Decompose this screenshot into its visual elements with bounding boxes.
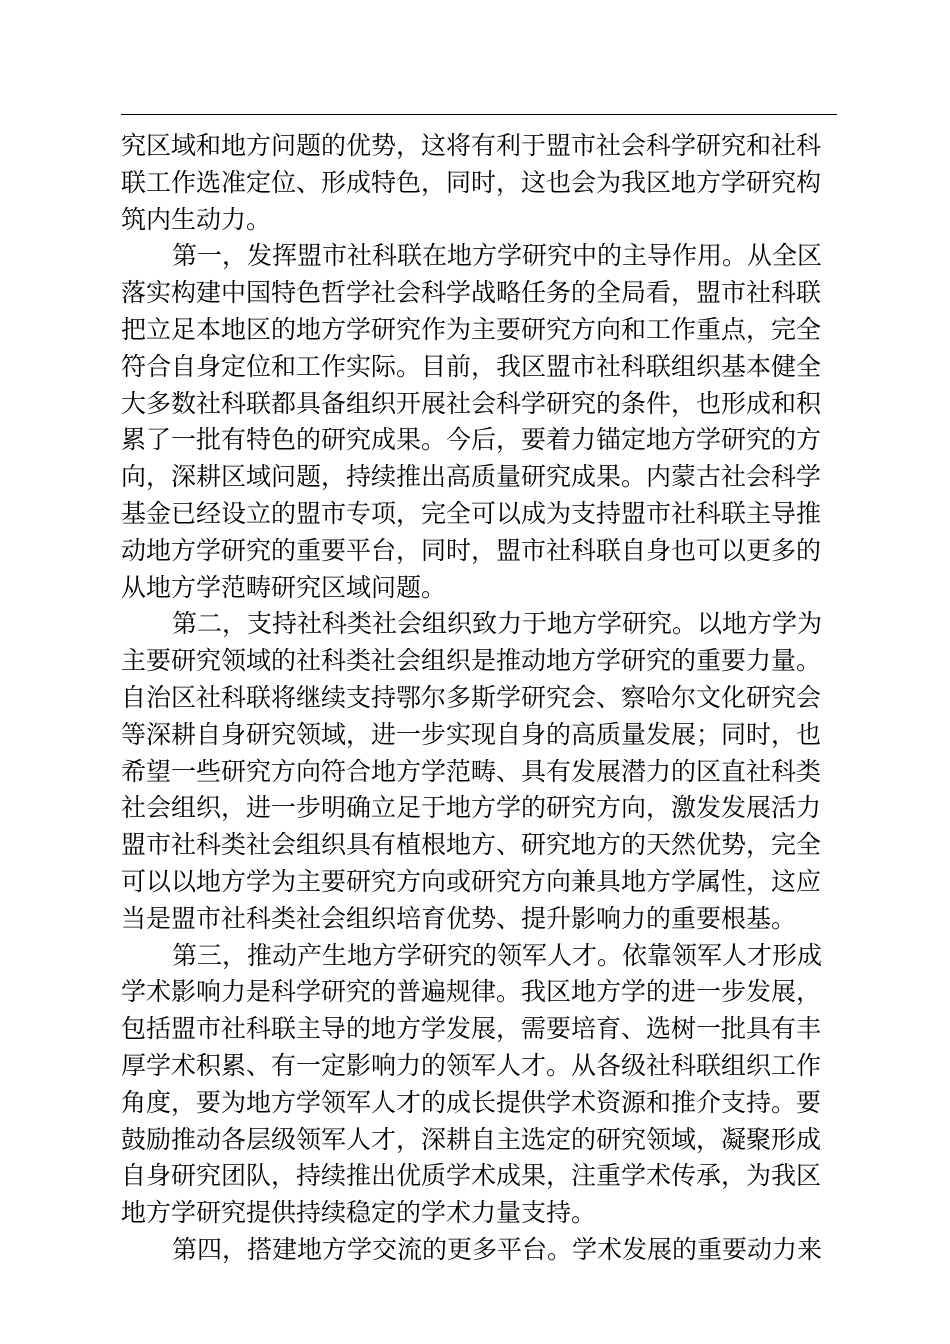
text-line: 大多数社科联都具备组织开展社会科学研究的条件，也形成和积 <box>121 388 822 418</box>
text-line: 包括盟市社科联主导的地方学发展，需要培育、选树一批具有丰 <box>121 1014 822 1044</box>
text-line: 社会组织，进一步明确立足于地方学的研究方向，激发发展活力 <box>121 793 822 823</box>
text-line: 究区域和地方问题的优势，这将有利于盟市社会科学研究和社科 <box>121 131 822 160</box>
text-line: 可以以地方学为主要研究方向或研究方向兼具地方学属性，这应 <box>121 866 822 896</box>
document-body <box>121 128 837 1269</box>
text-line: 自治区社科联将继续支持鄂尔多斯学研究会、察哈尔文化研究会 <box>121 682 822 712</box>
text-line: 第二，支持社科类社会组织致力于地方学研究。以地方学为 <box>172 609 823 639</box>
text-line: 第三，推动产生地方学研究的领军人才。依靠领军人才形成 <box>172 940 823 970</box>
text-line: 筑内生动力。 <box>121 204 272 234</box>
text-line: 联工作选准定位、形成特色，同时，这也会为我区地方学研究构 <box>121 167 822 197</box>
text-line: 主要研究领域的社科类社会组织是推动地方学研究的重要力量。 <box>121 646 822 676</box>
text-line: 厚学术积累、有一定影响力的领军人才。从各级社科联组织工作 <box>121 1050 822 1080</box>
text-line: 落实构建中国特色哲学社会科学战略任务的全局看，盟市社科联 <box>121 278 822 308</box>
text-line: 从地方学范畴研究区域问题。 <box>121 572 447 602</box>
text-line: 当是盟市社科类社会组织培育优势、提升影响力的重要根基。 <box>121 903 797 933</box>
paragraph <box>121 938 837 1232</box>
text-line: 把立足本地区的地方学研究作为主要研究方向和工作重点，完全 <box>121 314 822 344</box>
text-line: 第一，发挥盟市社科联在地方学研究中的主导作用。从全区 <box>172 241 823 271</box>
paragraph <box>121 128 837 238</box>
paragraph <box>121 1232 837 1269</box>
header-rule <box>121 114 837 115</box>
text-line: 学术影响力是科学研究的普遍规律。我区地方学的进一步发展， <box>121 977 822 1007</box>
text-line: 等深耕自身研究领域，进一步实现自身的高质量发展；同时，也 <box>121 719 822 749</box>
text-line: 符合自身定位和工作实际。目前，我区盟市社科联组织基本健全 <box>121 351 822 381</box>
text-line: 地方学研究提供持续稳定的学术力量支持。 <box>121 1198 597 1228</box>
text-line: 鼓励推动各层级领军人才，深耕自主选定的研究领域，凝聚形成 <box>121 1124 822 1154</box>
text-line: 向，深耕区域问题，持续推出高质量研究成果。内蒙古社会科学 <box>121 462 822 492</box>
text-line: 盟市社科类社会组织具有植根地方、研究地方的天然优势，完全 <box>121 830 822 860</box>
text-line: 希望一些研究方向符合地方学范畴、具有发展潜力的区直社科类 <box>121 756 822 786</box>
text-line: 基金已经设立的盟市专项，完全可以成为支持盟市社科联主导推 <box>121 498 822 528</box>
paragraph <box>121 606 837 937</box>
text-line: 动地方学研究的重要平台，同时，盟市社科联自身也可以更多的 <box>121 535 822 565</box>
text-line: 角度，要为地方学领军人才的成长提供学术资源和推介支持。要 <box>121 1087 822 1117</box>
text-line: 自身研究团队，持续推出优质学术成果，注重学术传承，为我区 <box>121 1161 822 1191</box>
paragraph <box>121 238 837 606</box>
text-line: 第四，搭建地方学交流的更多平台。学术发展的重要动力来 <box>172 1234 823 1264</box>
text-line: 累了一批有特色的研究成果。今后，要着力锚定地方学研究的方 <box>121 425 822 455</box>
